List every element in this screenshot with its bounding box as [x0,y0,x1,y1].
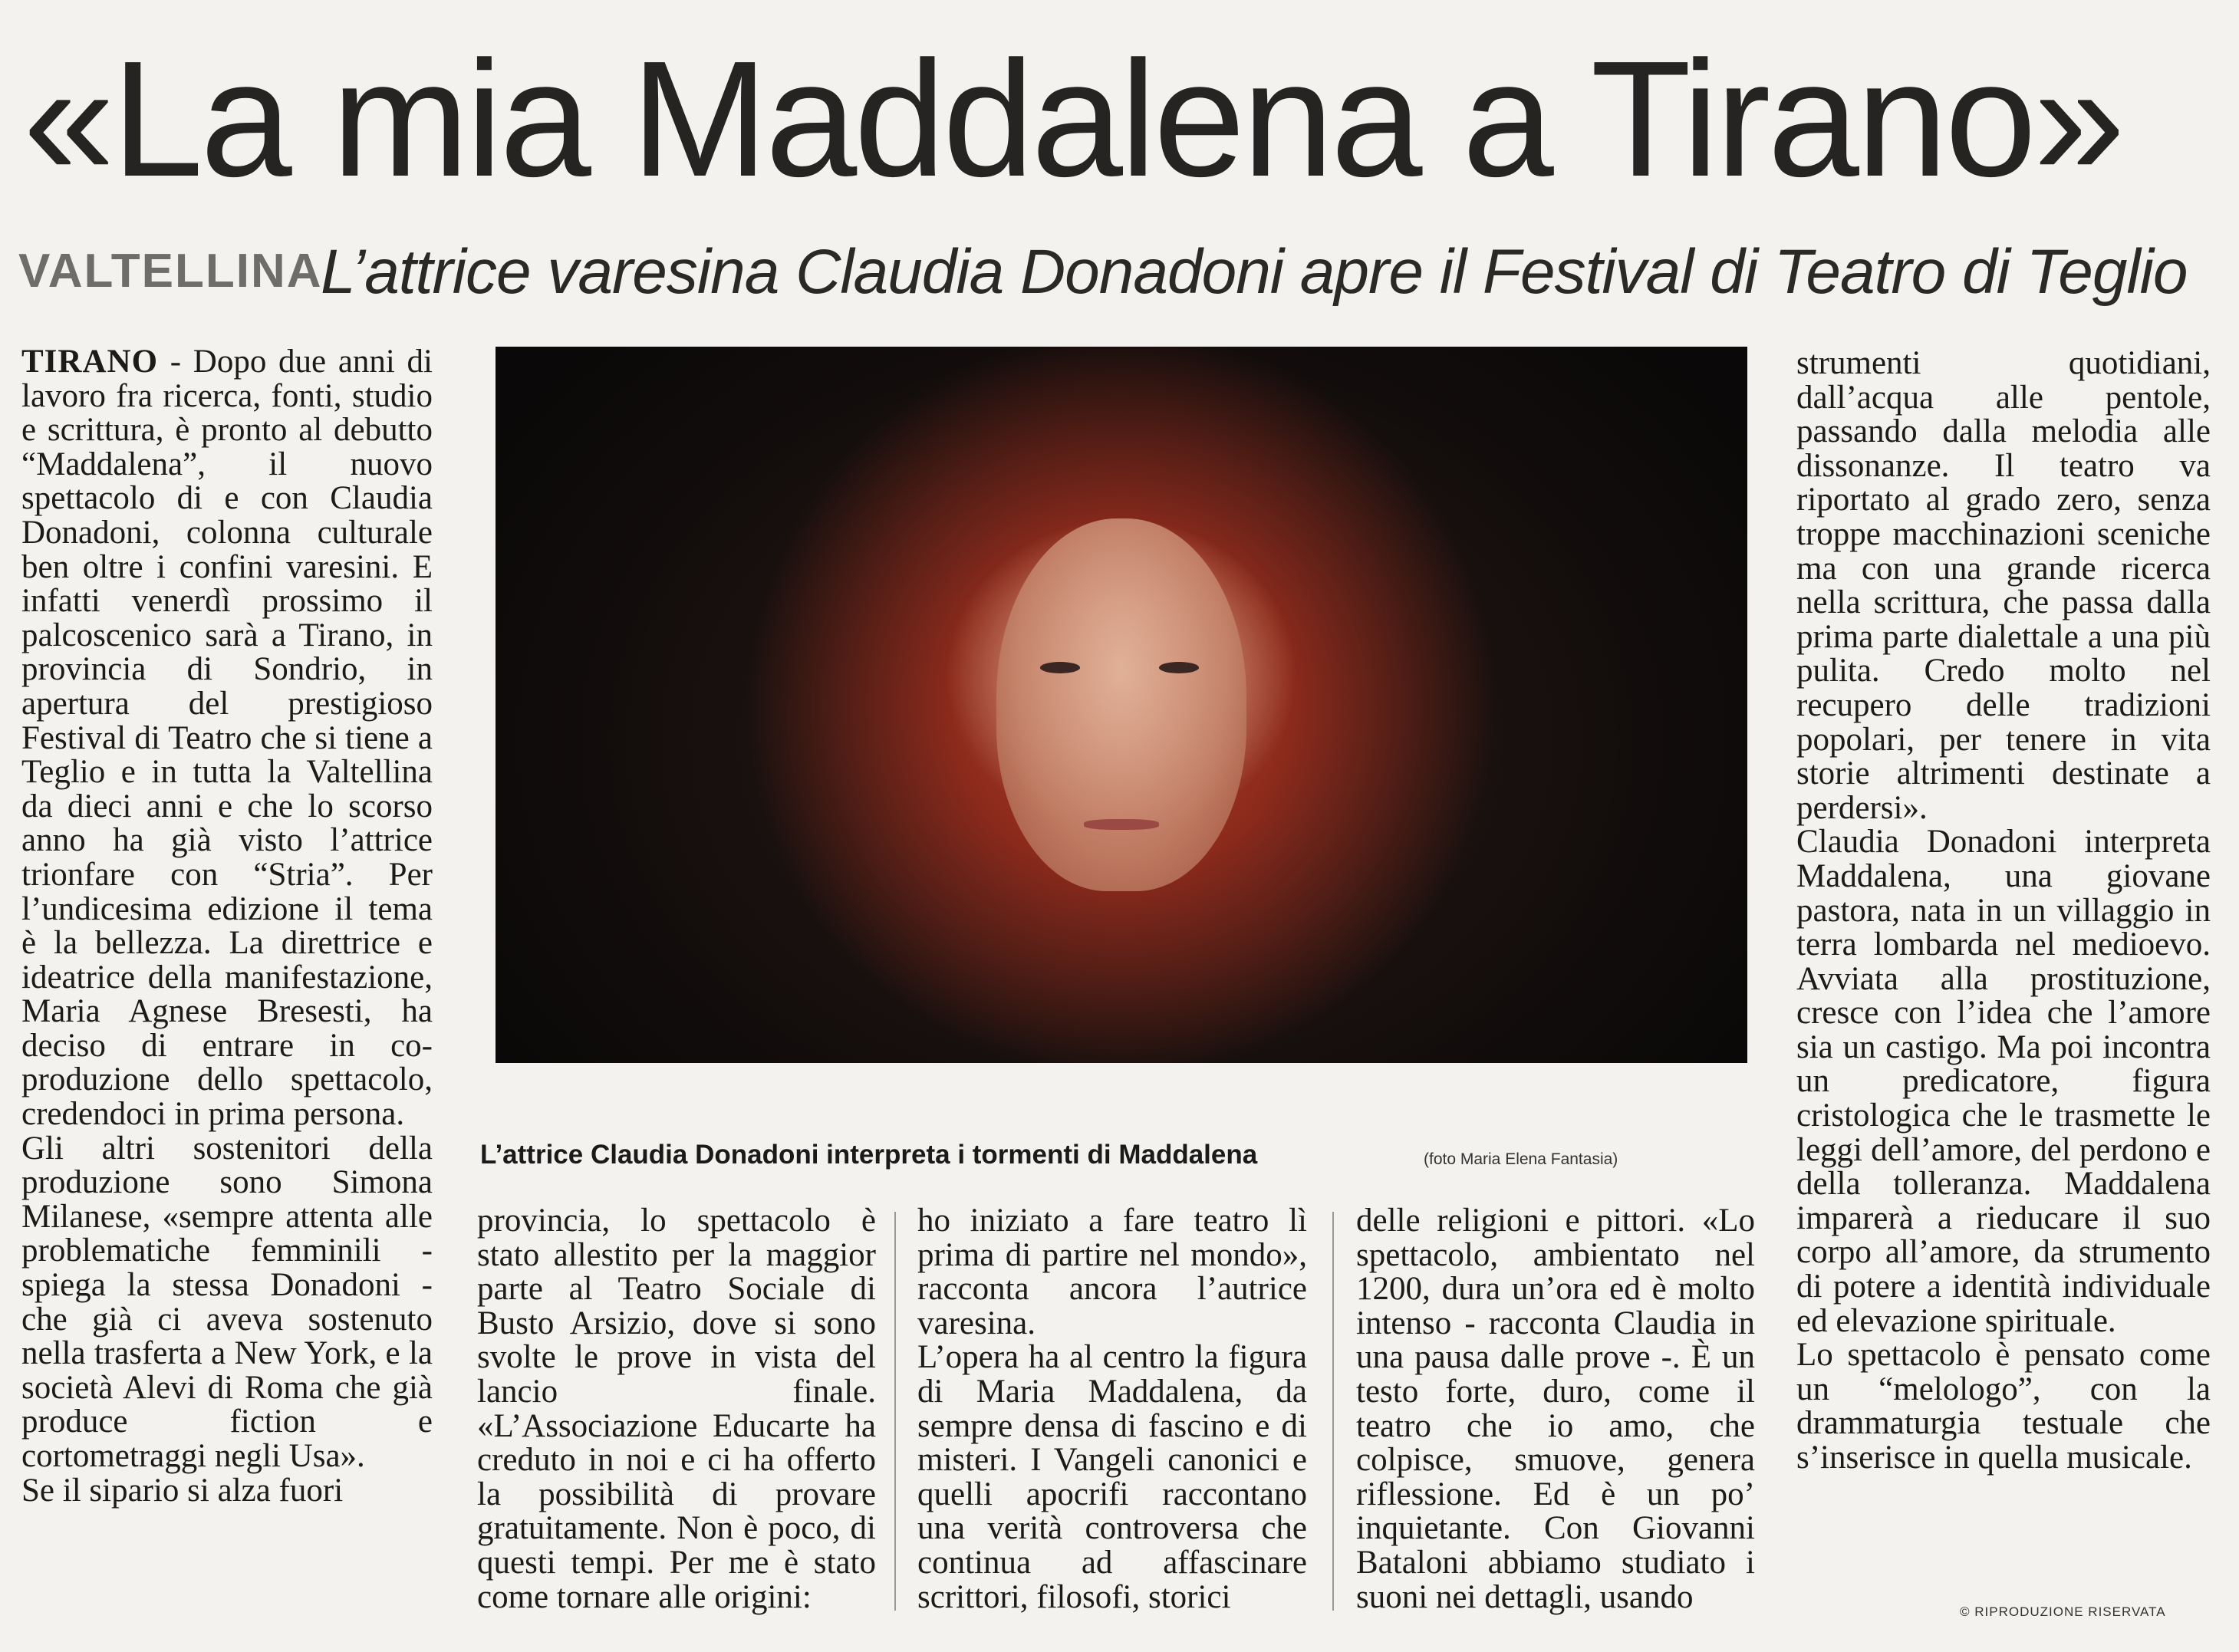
copyright-notice: © RIPRODUZIONE RISERVATA [1960,1604,2166,1619]
paragraph: ho iniziato a fare teatro lì prima di partire nel mondo», racconta ancora l’autrice varesina. [917,1203,1307,1341]
column-rule [894,1212,896,1611]
paragraph: - Dopo due anni di lavoro fra ricerca, fonti, studio e scrittura, è pronto al debutto “Maddalena”, il nuovo spettacolo di e con Claudia Donadoni, colonna culturale ben oltre i confini varesini. E infatti venerdì prossimo il palcoscenico sarà a Tirano, in provincia di Sondrio, in apertura del prestigioso Festival di Teatro che si tiene a Teglio e in tutta la Valtellina da dieci anni e che lo scorso anno ha già visto l’attrice trionfare con “Stria”. Per l’undicesima edizione il tema è la bellezza. La direttrice e ideatrice della manifestazione, Maria Agnese Bresesti, ha deciso di entrare in co-produzione dello spettacolo, credendoci in prima persona. [21,344,433,1133]
photo-caption: L’attrice Claudia Donadoni interpreta i tormenti di Maddalena [480,1140,1258,1170]
paragraph: L’opera ha al centro la figura di Maria Maddalena, da sempre densa di fascino e di misteri. I Vangeli canonici e quelli apocrifi raccontano una verità controversa che continua ad affascinare scrittori, filosofi, storici [917,1339,1307,1615]
photo-face [996,518,1246,891]
paragraph: Lo spettacolo è pensato come un “melologo”, con la drammaturgia testuale che s’inserisce in quella musicale. [1796,1337,2211,1476]
photo-credit: (foto Maria Elena Fantasia) [1424,1150,1618,1168]
paragraph: provincia, lo spettacolo è stato allestito per la maggior parte al Teatro Sociale di Busto Arsizio, dove si sono svolte le prove in vista del lancio finale. «L’Associazione Educarte ha creduto in noi e ci ha offerto la possibilità di provare gratuitamente. Non è poco, di questi tempi. Per me è stato come tornare alle origini: [477,1203,876,1615]
subheadline: L’attrice varesina Claudia Donadoni apre il Festival di Teatro di Teglio [321,237,2188,307]
actress-photo [496,347,1747,1063]
paragraph: strumenti quotidiani, dall’acqua alle pentole, passando dalla melodia alle dissonanze. Il teatro va riportato al grado zero, senza troppe macchinazioni sceniche ma con una grande ricerca nella scrittura, che passa dalla prima parte dialettale a una più pulita. Credo molto nel recupero delle tradizioni popolari, per tenere in vita storie altrimenti destinate a perdersi». [1796,345,2211,826]
paragraph: delle religioni e pittori. «Lo spettacolo, ambientato nel 1200, dura un’ora ed è molto intenso - racconta Claudia in una pausa dalle prove -. È un testo forte, duro, come il teatro che io amo, che colpisce, smuove, genera riflessione. Ed è un po’ inquietante. Con Giovanni Bataloni abbiamo studiato i suoni nei dettagli, usando [1356,1203,1755,1615]
article-column-1 [21,345,433,1508]
photo-eye-left [1040,662,1080,673]
headline: «La mia Maddalena a Tirano» [23,26,2122,211]
paragraph: Claudia Donadoni interpreta Maddalena, una giovane pastora, nata in un villaggio in terra lombarda nel medioevo. Avviata alla prostituzione, cresce con l’idea che l’amore sia un castigo. Ma poi incontra un predicatore, figura cristologica che le trasmette le leggi dell’amore, del perdono e della tolleranza. Maddalena imparerà a rieducare il suo corpo all’amore, da strumento di potere a identità individuale ed elevazione spirituale. [1796,824,2211,1339]
article-column-3 [917,1204,1307,1614]
section-kicker: VALTELLINA [18,245,323,298]
photo-eye-right [1159,662,1199,673]
article-column-4 [1356,1204,1755,1614]
article-column-5 [1796,347,2211,1476]
column-rule [1332,1212,1334,1611]
paragraph: Gli altri sostenitori della produzione sono Simona Milanese, «sempre attenta alle problematiche femminili - spiega la stessa Donadoni - che già ci aveva sostenuto nella trasferta a New York, e la società Alevi di Roma che già produce fiction e cortometraggi negli Usa». [21,1130,433,1474]
dateline: TIRANO [21,344,159,380]
paragraph: Se il sipario si alza fuori [21,1472,344,1509]
photo-mouth [1084,819,1159,829]
article-column-2 [477,1204,876,1614]
